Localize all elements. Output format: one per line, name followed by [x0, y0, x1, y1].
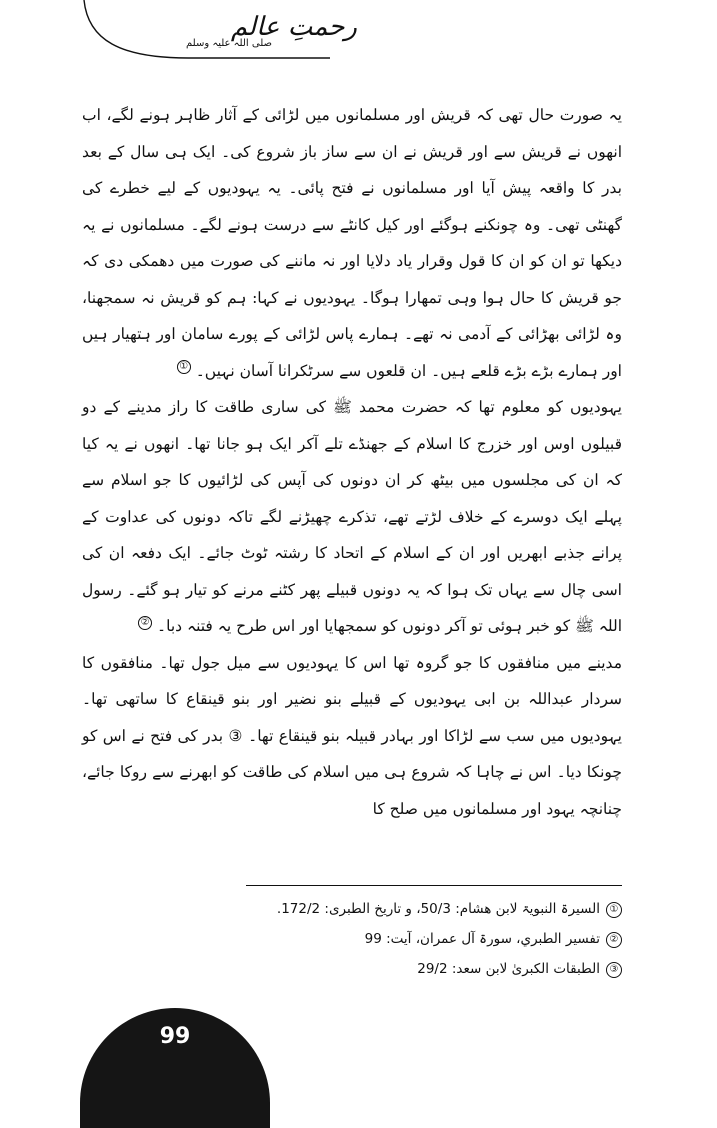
paragraph-1	[82, 97, 622, 389]
paragraph-3	[82, 645, 622, 828]
paragraph-text: یہودیوں کو معلوم تھا کہ حضرت محمد ﷺ کی ساری طاقت کا راز مدینے کے دو قبیلوں اوس اور خزرج کا اسلام کے جھنڈے تلے آکر ایک ہو جانا تھا۔ انھوں نے یہ کیا کہ ان کی مجلسوں میں بیٹھ کر ان دونوں کی آپس کی لڑائیوں کا جو اسلام سے پہلے ایک دوسرے کے خلاف لڑتے تھے، تذکرے چھیڑنے لگے تاکہ دونوں کی عداوت کے پرانے جذبے ابھریں اور ان کے اسلام کے اتحاد کا رشتہ ٹوٹ جائے۔ ایک دفعہ ان کی اسی چال سے یہاں تک ہوا کہ یہ دونوں قبیلے پھر کٹنے مرنے کو تیار ہو گئے۔ رسول اللہ ﷺ کو خبر ہوئی تو آکر دونوں کو سمجھایا اور اس طرح یہ فتنہ دبا۔	[82, 398, 622, 635]
footnote-text: تفسیر الطبري، سورۃ آل عمران، آیت: 99	[364, 931, 600, 947]
footnotes	[246, 896, 622, 986]
running-header-title: رحمتِ عالم	[230, 12, 357, 42]
footnote-reference: ②	[138, 616, 152, 630]
paragraph-2	[82, 389, 622, 645]
footnote-1	[246, 896, 622, 926]
running-header-subtitle: صلی اللہ علیہ وسلم	[186, 38, 272, 49]
paragraph-text: مدینے میں منافقوں کا جو گروہ تھا اس کا یہودیوں سے میل جول تھا۔ منافقوں کا سردار عبداللہ بن ابی یہودیوں کے قبیلے بنو نضیر اور بنو قینقاع کا ساتھی تھا۔ یہودیوں میں سب سے لڑاکا اور بہادر قبیلہ بنو قینقاع تھا۔ ③ بدر کی فتح نے اس کو چونکا دیا۔ اس نے چاہا کہ شروع ہی میں اسلام کی طاقت کو ابھرنے سے روکا جائے، چنانچہ یہود اور مسلمانوں میں صلح کا	[82, 653, 622, 818]
footnote-text: الطبقات الکبریٰ لابن سعد: 29/2	[417, 961, 600, 977]
footnote-text: السیرۃ النبویۃ لابن ھشام: 50/3، و تاریخ الطبری: 172/2.	[276, 901, 600, 917]
page-number: 99	[159, 1024, 191, 1049]
footnote-reference: ①	[177, 360, 191, 374]
paragraph-text: یہ صورت حال تھی کہ قریش اور مسلمانوں میں لڑائی کے آثار ظاہر ہونے لگے، اب انھوں نے قریش سے اور قریش نے ان سے ساز باز شروع کی۔ ایک ہی سال کے بعد بدر کا واقعہ پیش آیا اور مسلمانوں نے فتح پائی۔ یہ یہودیوں کے لیے خطرے کی گھنٹی تھی۔ وہ چونکنے ہوگئے اور کیل کانٹے سے درست ہونے لگے۔ مسلمانوں نے یہ دیکھا تو ان کو ان کا قول وقرار یاد دلایا اور نہ ماننے کی صورت میں دھمکی دی کہ جو قریش کا حال ہوا وہی تمھارا ہوگا۔ یہودیوں نے کہا: ہم کو قریش نہ سمجھنا، وہ لڑائی بھڑائی کے آدمی نہ تھے۔ ہمارے پاس لڑائی کے پورے سامان اور ہتھیار ہیں اور ہمارے بڑے بڑے قلعے ہیں۔ ان قلعوں سے سرٹکرانا آسان نہیں۔	[82, 106, 622, 380]
footnote-divider	[246, 885, 622, 886]
footnote-number: ③	[606, 962, 622, 978]
body-text	[82, 97, 622, 827]
footnote-3	[246, 956, 622, 986]
footnote-number: ①	[606, 902, 622, 918]
footnote-2	[246, 926, 622, 956]
header-ornament	[0, 0, 717, 80]
footnote-number: ②	[606, 932, 622, 948]
